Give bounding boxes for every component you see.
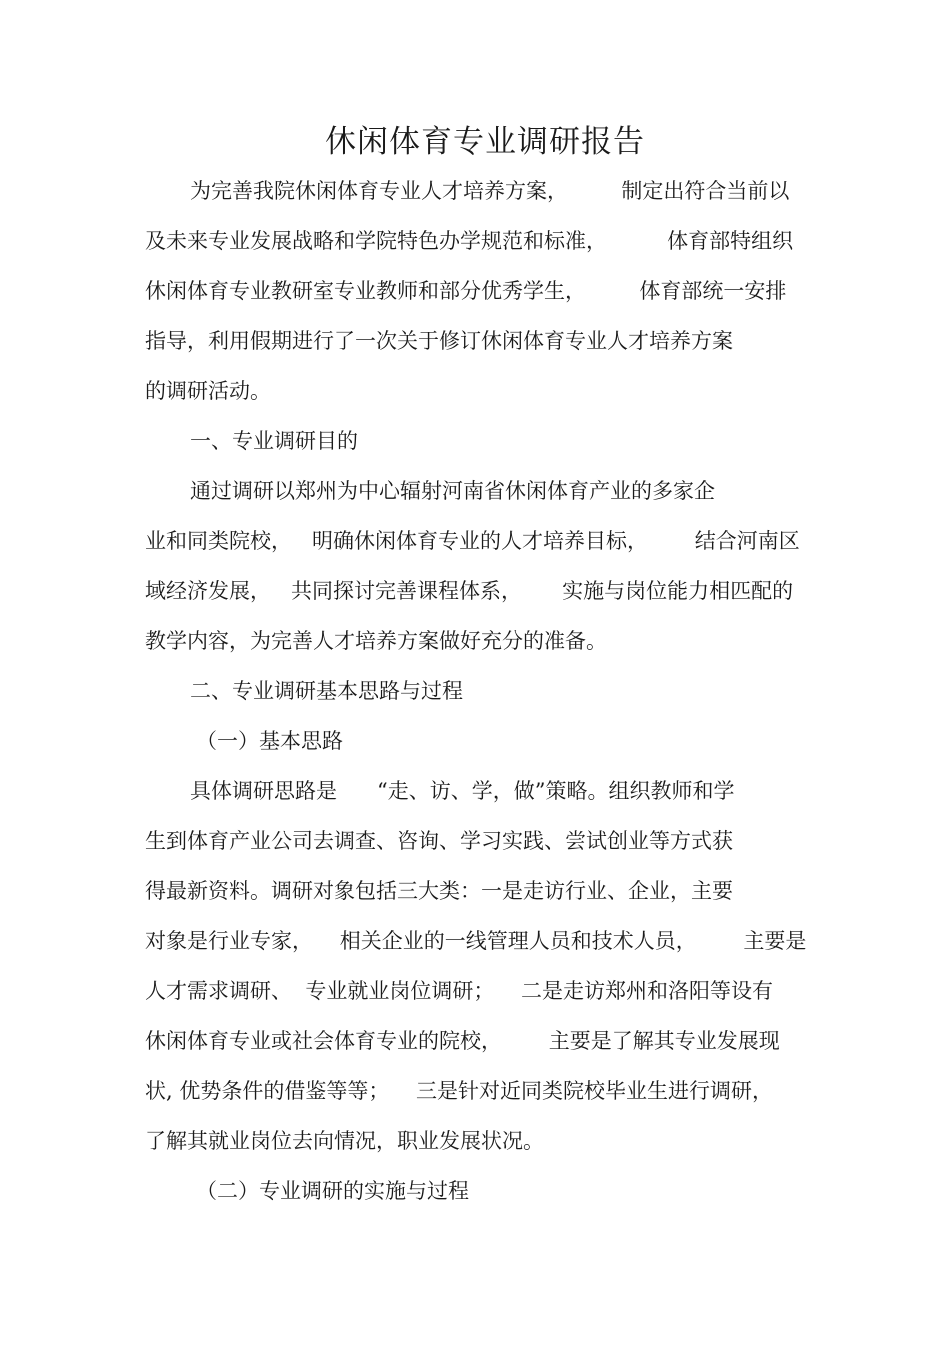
paragraph-line: 指导，利用假期进行了一次关于修订休闲体育专业人才培养方案 xyxy=(145,329,733,353)
document-title: 休闲体育专业调研报告 xyxy=(325,124,645,160)
subsection-heading: （一）基本思路 xyxy=(196,729,343,753)
paragraph-line: 休闲体育专业或社会体育专业的院校， 主要是了解其专业发展现 xyxy=(145,1029,780,1053)
paragraph-line: 的调研活动。 xyxy=(145,379,271,403)
paragraph-line: 了解其就业岗位去向情况，职业发展状况。 xyxy=(145,1129,544,1153)
paragraph-line: 生到体育产业公司去调查、咨询、学习实践、尝试创业等方式获 xyxy=(145,829,733,853)
paragraph-line: 状, 优势条件的借鉴等等； 三是针对近同类院校毕业生进行调研， xyxy=(145,1079,774,1103)
subsection-heading: （二）专业调研的实施与过程 xyxy=(196,1179,469,1203)
paragraph-line: 域经济发展， 共同探讨完善课程体系， 实施与岗位能力相匹配的 xyxy=(145,579,794,603)
paragraph-line: 具体调研思路是 “走、访、学，做”策略。组织教师和学 xyxy=(190,779,735,803)
paragraph-line: 对象是行业专家， 相关企业的一线管理人员和技术人员， 主要是 xyxy=(145,929,807,953)
paragraph-line: 人才需求调研、 专业就业岗位调研； 二是走访郑州和洛阳等设有 xyxy=(145,979,774,1003)
paragraph-line: 为完善我院休闲体育专业人才培养方案， 制定出符合当前以 xyxy=(190,179,790,203)
paragraph-line: 及未来专业发展战略和学院特色办学规范和标准， 体育部特组织 xyxy=(145,229,794,253)
paragraph-line: 教学内容，为完善人才培养方案做好充分的准备。 xyxy=(145,629,607,653)
paragraph-line: 业和同类院校， 明确休闲体育专业的人才培养目标， 结合河南区 xyxy=(145,529,800,553)
section-heading: 一、专业调研目的 xyxy=(190,429,358,453)
paragraph-line: 休闲体育专业教研室专业教师和部分优秀学生， 体育部统一安排 xyxy=(145,279,787,303)
paragraph-line: 通过调研以郑州为中心辐射河南省休闲体育产业的多家企 xyxy=(190,479,715,503)
section-heading: 二、专业调研基本思路与过程 xyxy=(190,679,463,703)
paragraph-line: 得最新资料。调研对象包括三大类：一是走访行业、企业，主要 xyxy=(145,879,733,903)
